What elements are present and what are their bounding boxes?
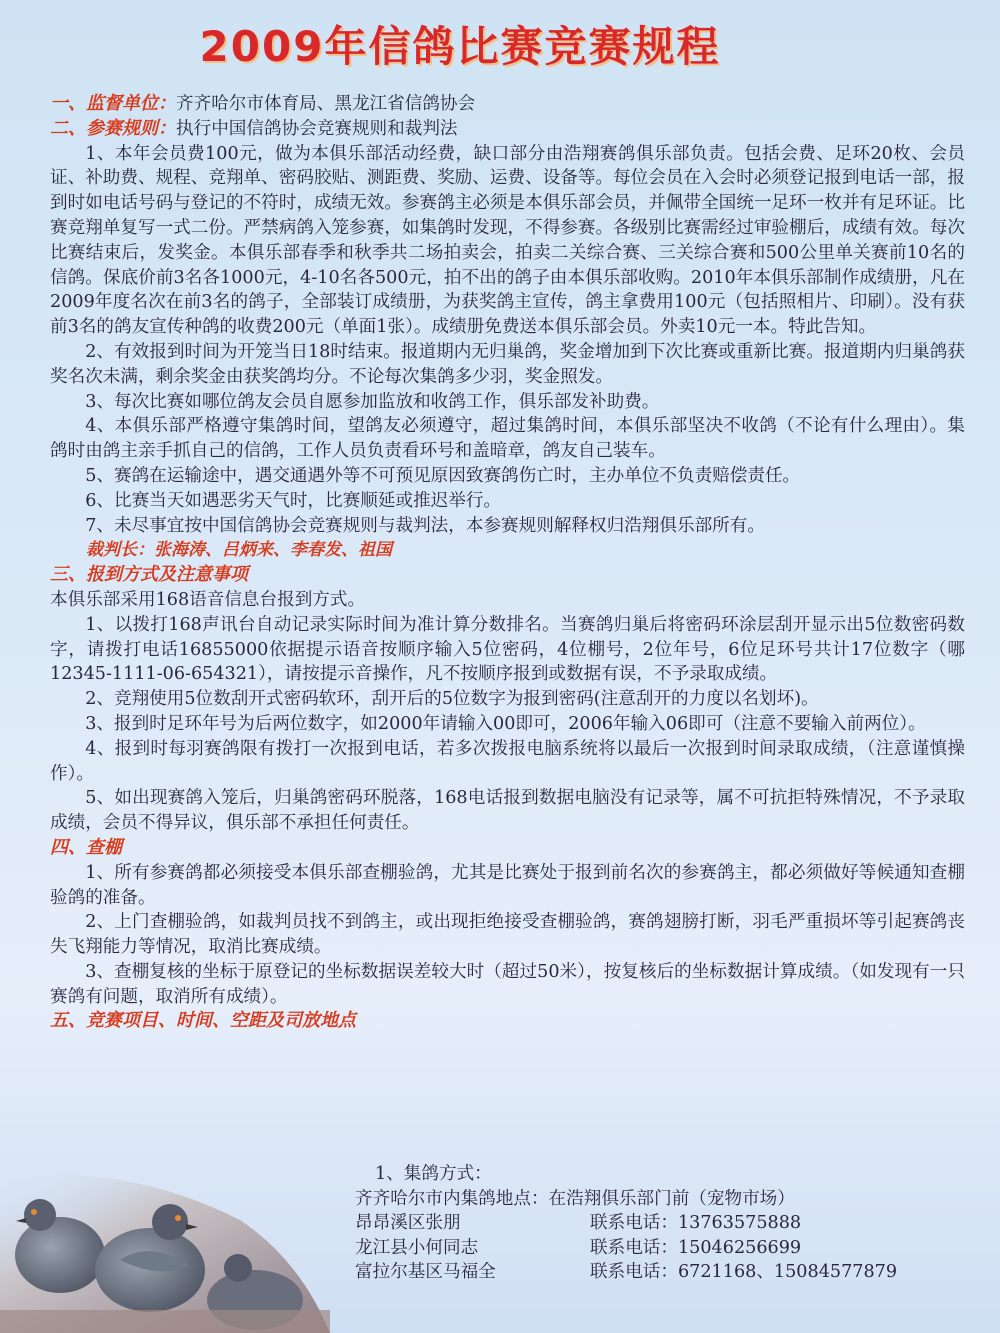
rule-item: 4、本俱乐部严格遵守集鸽时间，望鸽友必须遵守，超过集鸽时间，本俱乐部坚决不收鸽（不论有什么理由）。集鸽时由鸽主亲手抓自己的信鸽，工作人员负责看环号和盖暗章，鸽友自己装车。 bbox=[50, 416, 965, 462]
section-heading: 二、参赛规则： bbox=[50, 117, 176, 139]
rule-item: 3、每次比赛如哪位鸽友会员自愿参加监放和收鸽工作，俱乐部发补助费。 bbox=[85, 391, 660, 412]
rule-item: 1、所有参赛鸽都必须接受本俱乐部查棚验鸽，尤其是比赛处于报到前名次的参赛鸽主，都必须做好等候通知查棚验鸽的准备。 bbox=[50, 862, 965, 908]
contact-phone: 联系电话：13763575888 bbox=[590, 1213, 802, 1234]
pigeon-photo bbox=[0, 1160, 330, 1333]
rule-item: 3、报到时足环年号为后两位数字，如2000年请输入00即可，2006年输入06即可（注意不要输入前两位）。 bbox=[85, 713, 926, 734]
rules-body bbox=[50, 92, 965, 1034]
contact-phone: 联系电话：6721168、15084577879 bbox=[590, 1262, 898, 1283]
rule-item: 6、比赛当天如遇恶劣天气时，比赛顺延或推迟举行。 bbox=[85, 490, 502, 511]
rule-item: 1、以拨打168声讯台自动记录实际时间为准计算分数排名。当赛鸽归巢后将密码环涂层刮开显示出5位数密码数字，请拨打电话16855000依据提示语音按顺序输入5位密码，4位棚号，2位年号，6位足环号共计17位数字（哪12345-1111-06-654321），请按提示音操作，凡不按顺序报到或数据有误，不予录取成绩。 bbox=[50, 614, 965, 685]
section-text: 齐齐哈尔市体育局、黑龙江省信鸽协会 bbox=[176, 94, 476, 114]
section-heading: 三、报到方式及注意事项 bbox=[50, 564, 248, 586]
rule-item: 2、竞翔使用5位数刮开式密码软环，刮开后的5位数字为报到密码(注意刮开的力度以名划坏)。 bbox=[85, 689, 819, 710]
collection-info bbox=[355, 1162, 975, 1285]
section-events bbox=[50, 1009, 965, 1034]
section-heading: 五、竞赛项目、时间、空距及司放地点 bbox=[50, 1010, 356, 1032]
section-heading: 一、监督单位： bbox=[50, 93, 176, 114]
contact-row bbox=[355, 1211, 975, 1236]
rule-item: 5、如出现赛鸽入笼后，归巢鸽密码环脱落，168电话报到数据电脑没有记录等，属不可抗拒特殊情况，不予录取成绩，会员不得异议，俱乐部不承担任何责任。 bbox=[50, 788, 965, 834]
section-rules bbox=[50, 117, 965, 142]
rule-item: 7、未尽事宜按中国信鸽协会竞赛规则与裁判法，本参赛规则解释权归浩翔俱乐部所有。 bbox=[85, 515, 765, 536]
section-intro: 本俱乐部采用168语音信息台报到方式。 bbox=[50, 589, 366, 610]
contact-name: 昂昂溪区张朋 bbox=[355, 1213, 461, 1234]
judges-line: 裁判长：张海涛、吕炳来、李春发、祖国 bbox=[86, 540, 392, 561]
page-title: 2009年信鸽比赛竞赛规程 bbox=[199, 22, 721, 71]
contact-row bbox=[355, 1236, 975, 1261]
contact-phone: 联系电话：15046256699 bbox=[590, 1237, 802, 1258]
section-heading: 四、查棚 bbox=[50, 836, 122, 858]
collection-method: 1、集鸽方式： bbox=[375, 1164, 492, 1184]
rule-item: 5、赛鸽在运输途中，遇交通遇外等不可预见原因致赛鸽伤亡时，主办单位不负责赔偿责任。 bbox=[85, 465, 801, 486]
section-text: 执行中国信鸽协会竞赛规则和裁判法 bbox=[176, 118, 458, 139]
section-reporting bbox=[50, 563, 965, 588]
section-inspection bbox=[50, 836, 965, 861]
contact-row bbox=[355, 1260, 975, 1285]
rule-item: 1、本年会员费100元，做为本俱乐部活动经费，缺口部分由浩翔赛鸽俱乐部负责。包括会费、足环20枚、会员证、补助费、规程、竞翔单、密码胶贴、测距费、奖励、运费、设备等。每位会员在入会时必须登记报到电话一部，报到时如电话号码与登记的不符时，成绩无效。参赛鸽主必须是本俱乐部会员，并佩带全国统一足环一枚并有足环证。比赛竞翔单复写一式二份。严禁病鸽入笼参赛，如集鸽时发现，不得参赛。各级别比赛需经过审验棚后，成绩有效。每次比赛结束后，发奖金。本俱乐部春季和秋季共二场拍卖会，拍卖二关综合赛、三关综合赛和500公里单关赛前10名的信鸽。保底价前3名各1000元，4-10名各500元，拍不出的鸽子由本俱乐部收购。2010年本俱乐部制作成绩册，凡在2009年度名次在前3名的鸽子，全部装订成绩册，为获奖鸽主宣传，鸽主拿费用100元（包括照相片、印刷）。没有获前3名的鸽友宣传种鸽的收费200元（单面1张）。成绩册免费送本俱乐部会员。外卖10元一本。特此告知。 bbox=[50, 143, 965, 338]
rule-item: 2、上门查棚验鸽，如裁判员找不到鸽主，或出现拒绝接受查棚验鸽，赛鸽翅膀打断，羽毛严重损坏等引起赛鸽丧失飞翔能力等情况，取消比赛成绩。 bbox=[50, 912, 965, 958]
rule-item: 2、有效报到时间为开笼当日18时结束。报道期内无归巢鸽，奖金增加到下次比赛或重新比赛。报道期内归巢鸽获奖名次未满，剩余奖金由获奖鸽均分。不论每次集鸽多少羽，奖金照发。 bbox=[50, 341, 965, 387]
contact-name: 富拉尔基区马福全 bbox=[355, 1262, 496, 1283]
section-supervision bbox=[50, 92, 965, 117]
collection-location: 齐齐哈尔市内集鸽地点：在浩翔俱乐部门前（宠物市场） bbox=[355, 1188, 795, 1209]
rule-item: 3、查棚复核的坐标于原登记的坐标数据误差较大时（超过50米），按复核后的坐标数据计算成绩。（如发现有一只赛鸽有问题，取消所有成绩）。 bbox=[50, 961, 965, 1007]
contact-name: 龙江县小何同志 bbox=[355, 1237, 479, 1258]
rule-item: 4、报到时每羽赛鸽限有拨打一次报到电话，若多次拨报电脑系统将以最后一次报到时间录取成绩，（注意谨慎操作）。 bbox=[50, 738, 965, 784]
